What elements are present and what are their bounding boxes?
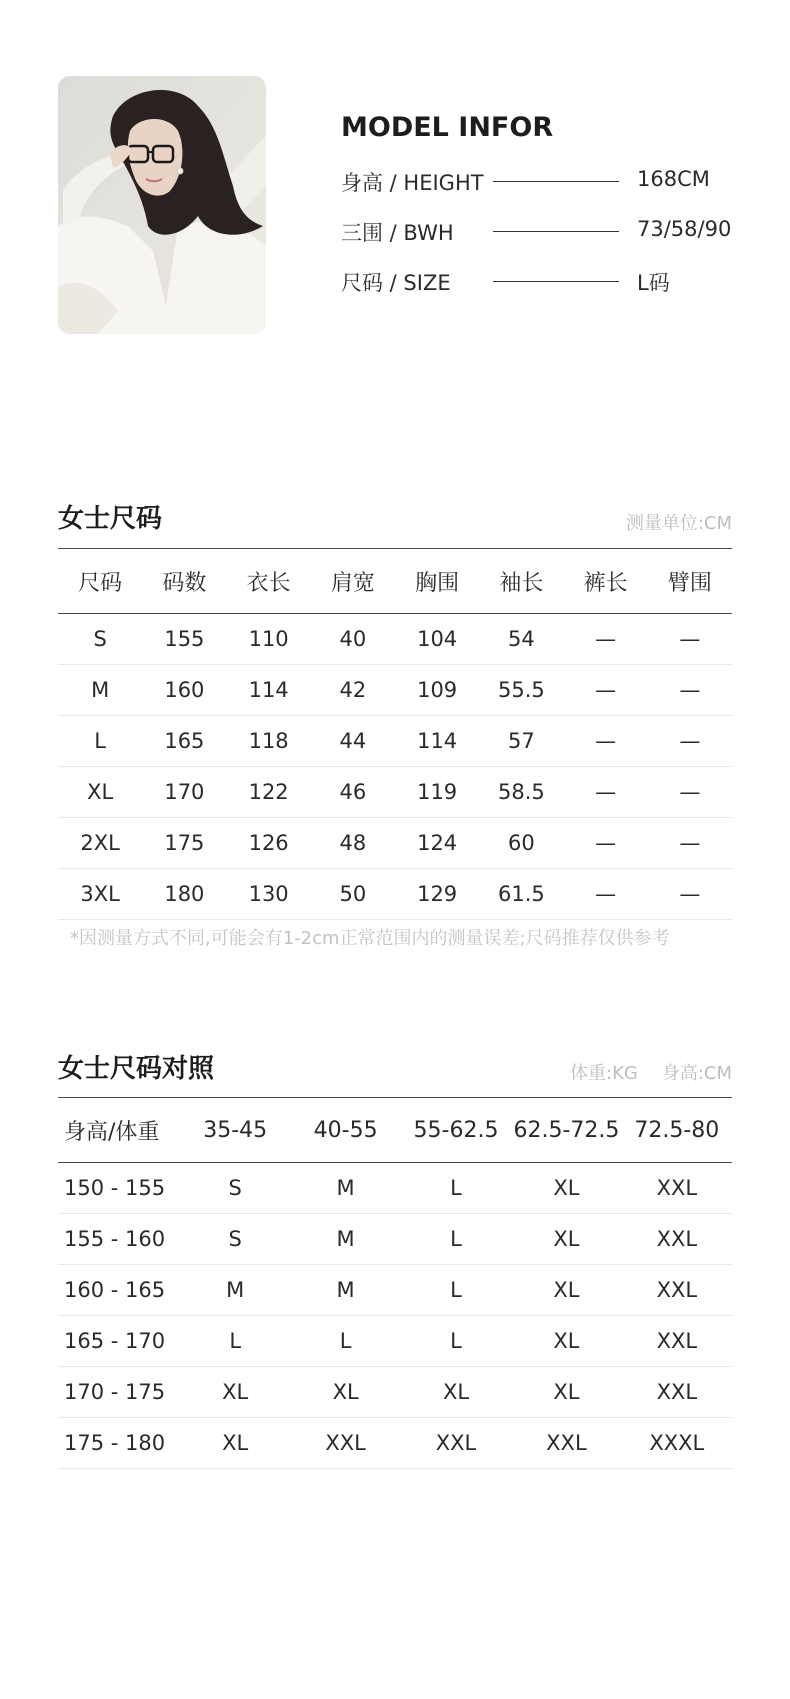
table-cell: 114 xyxy=(248,678,289,702)
header-cell: 衣长 xyxy=(246,570,291,596)
table-cell: — xyxy=(679,627,701,651)
weight-unit-label: 体重:KG xyxy=(570,1063,638,1084)
table-cell: XXXL xyxy=(649,1431,705,1455)
model-size-label: 尺码 / SIZE xyxy=(341,271,451,295)
table-cell: 175 - 180 xyxy=(64,1431,166,1455)
header-cell: 40-55 xyxy=(313,1117,378,1143)
table-cell: 122 xyxy=(248,780,289,804)
table-cell: 58.5 xyxy=(497,780,545,804)
table-cell: XXL xyxy=(656,1227,698,1251)
model-bwh-row xyxy=(341,217,741,247)
table-cell: XXL xyxy=(435,1431,477,1455)
table-cell: 165 - 170 xyxy=(64,1329,166,1353)
header-cell: 袖长 xyxy=(499,570,544,596)
table-cell: 155 xyxy=(164,627,205,651)
table-cell: 119 xyxy=(417,780,458,804)
size-chart-header-row xyxy=(58,548,732,614)
table-cell: L xyxy=(339,1329,352,1353)
model-bwh-value: 73/58/90 xyxy=(637,217,732,241)
table-cell: — xyxy=(679,831,701,855)
table-cell: — xyxy=(679,780,701,804)
table-cell: 129 xyxy=(417,882,458,906)
table-cell: 160 - 165 xyxy=(64,1278,166,1302)
divider-line xyxy=(493,281,619,282)
table-cell: L xyxy=(450,1176,462,1200)
header-cell: 码数 xyxy=(162,570,207,596)
table-cell: — xyxy=(595,780,617,804)
table-cell: XL xyxy=(87,780,114,804)
table-cell: 114 xyxy=(417,729,458,753)
divider-line xyxy=(493,231,619,232)
table-cell: — xyxy=(595,678,617,702)
table-row xyxy=(58,665,732,716)
table-cell: — xyxy=(679,729,701,753)
table-cell: XL xyxy=(553,1227,580,1251)
model-photo xyxy=(58,76,266,334)
header-cell: 62.5-72.5 xyxy=(513,1117,620,1143)
table-cell: 126 xyxy=(248,831,289,855)
table-cell: XL xyxy=(553,1176,580,1200)
table-cell: 109 xyxy=(417,678,458,702)
table-cell: — xyxy=(679,882,701,906)
measurement-note: *因测量方式不同,可能会有1-2cm正常范围内的测量误差;尺码推荐仅供参考 xyxy=(70,928,670,949)
table-cell: XL xyxy=(553,1329,580,1353)
table-cell: XXL xyxy=(656,1176,698,1200)
table-cell: XL xyxy=(553,1380,580,1404)
model-size-row xyxy=(341,267,741,297)
height-unit-label: 身高:CM xyxy=(661,1063,732,1084)
header-cell: 裤长 xyxy=(583,570,628,596)
size-reference-title: 女士尺码对照 xyxy=(58,1054,215,1084)
table-cell: XL xyxy=(332,1380,359,1404)
size-chart-title: 女士尺码 xyxy=(58,504,163,534)
size-reference-table xyxy=(58,1097,732,1469)
table-cell: M xyxy=(336,1227,355,1251)
table-cell: XXL xyxy=(656,1278,698,1302)
header-cell: 胸围 xyxy=(415,570,460,596)
table-row xyxy=(58,1214,732,1265)
table-cell: M xyxy=(336,1176,355,1200)
table-cell: 46 xyxy=(339,780,367,804)
table-cell: L xyxy=(450,1278,462,1302)
table-cell: 40 xyxy=(339,627,367,651)
size-chart-unit xyxy=(626,509,732,535)
table-cell: 44 xyxy=(339,729,367,753)
table-cell: 175 xyxy=(164,831,205,855)
table-cell: 60 xyxy=(508,831,535,855)
size-reference-header-row xyxy=(58,1097,732,1163)
table-cell: — xyxy=(679,678,701,702)
model-info-title: MODEL INFOR xyxy=(341,112,554,143)
header-cell: 身高/体重 xyxy=(64,1119,160,1145)
table-cell: M xyxy=(226,1278,245,1302)
table-cell: XL xyxy=(222,1431,249,1455)
model-bwh-label: 三围 / BWH xyxy=(341,221,454,245)
table-cell: XXL xyxy=(546,1431,587,1455)
model-size-value: L码 xyxy=(637,271,670,295)
table-cell: 48 xyxy=(339,831,367,855)
table-cell: 170 - 175 xyxy=(64,1380,166,1404)
table-cell: L xyxy=(94,729,106,753)
table-row xyxy=(58,1265,732,1316)
table-cell: M xyxy=(336,1278,355,1302)
size-chart-body xyxy=(58,614,732,920)
model-height-value: 168CM xyxy=(637,167,710,191)
table-cell: 3XL xyxy=(80,882,120,906)
header-cell: 35-45 xyxy=(203,1117,268,1143)
table-cell: XL xyxy=(553,1278,580,1302)
table-cell: 42 xyxy=(339,678,367,702)
divider-line xyxy=(493,181,619,182)
measurement-unit-label: 测量单位:CM xyxy=(625,513,732,534)
table-cell: S xyxy=(93,627,107,651)
header-cell: 尺码 xyxy=(78,570,123,596)
table-cell: M xyxy=(91,678,110,702)
table-row xyxy=(58,1316,732,1367)
model-height-row xyxy=(341,167,741,197)
size-chart-table xyxy=(58,548,732,920)
model-photo-image xyxy=(58,76,266,334)
table-cell: S xyxy=(228,1227,242,1251)
table-row xyxy=(58,1418,732,1469)
table-row xyxy=(58,818,732,869)
table-cell: 110 xyxy=(248,627,289,651)
table-cell: 57 xyxy=(508,729,535,753)
table-cell: S xyxy=(228,1176,242,1200)
size-reference-body xyxy=(58,1163,732,1469)
table-cell: — xyxy=(595,729,617,753)
table-cell: XL xyxy=(222,1380,249,1404)
header-cell: 肩宽 xyxy=(330,570,375,596)
table-cell: XXL xyxy=(656,1380,698,1404)
table-cell: 155 - 160 xyxy=(64,1227,166,1251)
header-cell: 55-62.5 xyxy=(413,1117,499,1143)
table-cell: 118 xyxy=(248,729,289,753)
table-cell: L xyxy=(450,1227,462,1251)
header-cell: 臂围 xyxy=(667,570,712,596)
table-row xyxy=(58,869,732,920)
table-cell: — xyxy=(595,627,617,651)
table-cell: 54 xyxy=(508,627,535,651)
table-row xyxy=(58,767,732,818)
table-cell: 170 xyxy=(164,780,205,804)
table-cell: — xyxy=(595,831,617,855)
table-cell: 55.5 xyxy=(497,678,545,702)
table-cell: 61.5 xyxy=(497,882,545,906)
table-cell: 124 xyxy=(417,831,458,855)
table-cell: 180 xyxy=(164,882,205,906)
table-cell: XXL xyxy=(325,1431,366,1455)
table-row xyxy=(58,716,732,767)
table-cell: L xyxy=(229,1329,242,1353)
table-cell: XL xyxy=(442,1380,470,1404)
table-cell: 150 - 155 xyxy=(64,1176,166,1200)
table-row xyxy=(58,614,732,665)
table-cell: — xyxy=(595,882,617,906)
table-cell: 2XL xyxy=(80,831,120,855)
table-row xyxy=(58,1367,732,1418)
table-cell: 104 xyxy=(417,627,458,651)
table-cell: L xyxy=(450,1329,462,1353)
model-height-label: 身高 / HEIGHT xyxy=(341,171,484,195)
table-cell: 165 xyxy=(164,729,205,753)
header-cell: 72.5-80 xyxy=(634,1117,720,1143)
table-cell: 130 xyxy=(248,882,289,906)
table-row xyxy=(58,1163,732,1214)
size-reference-units xyxy=(570,1059,732,1085)
table-cell: 160 xyxy=(164,678,205,702)
table-cell: 50 xyxy=(339,882,367,906)
table-cell: XXL xyxy=(656,1329,698,1353)
